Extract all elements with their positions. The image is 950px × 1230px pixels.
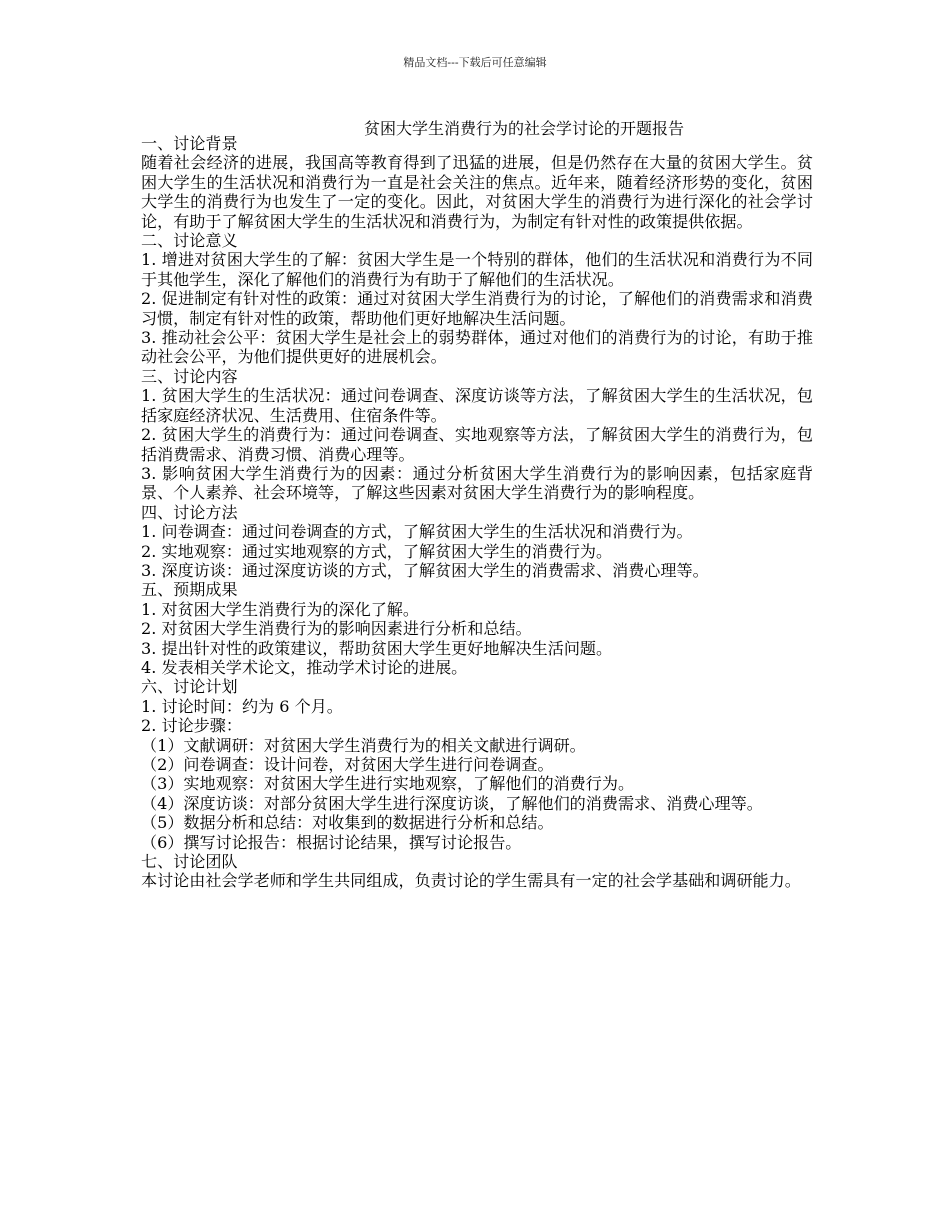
list-item: 3. 推动社会公平：贫困大学生是社会上的弱势群体，通过对他们的消费行为的讨论，有助于推动社会公平，为他们提供更好的进展机会。 <box>141 328 813 367</box>
document-body <box>141 134 813 891</box>
sub-list-item: （4）深度访谈：对部分贫困大学生进行深度访谈，了解他们的消费需求、消费心理等。 <box>141 793 763 813</box>
page-header: 精品文档---下载后可任意编辑 <box>403 56 547 69</box>
sub-list-item: （5）数据分析和总结：对收集到的数据进行分析和总结。 <box>141 813 554 833</box>
section-heading-outcomes: 五、预期成果 <box>141 580 238 600</box>
list-item: 1. 讨论时间：约为 6 个月。 <box>141 696 343 716</box>
section-heading-team: 七、讨论团队 <box>141 852 238 872</box>
section-heading-background: 一、讨论背景 <box>141 134 238 153</box>
list-item: 1. 问卷调查：通过问卷调查的方式，了解贫困大学生的生活状况和消费行为。 <box>141 522 693 542</box>
list-item: 3. 深度访谈：通过深度访谈的方式，了解贫困大学生的消费需求、消费心理等。 <box>141 560 709 580</box>
paragraph-team: 本讨论由社会学老师和学生共同组成，负责讨论的学生需具有一定的社会学基础和调研能力。 <box>141 871 801 891</box>
list-item: 2. 讨论步骤： <box>141 716 242 736</box>
list-item: 1. 增进对贫困大学生的了解：贫困大学生是一个特别的群体，他们的生活状况和消费行为不同于其他学生，深化了解他们的消费行为有助于了解他们的生活状况。 <box>141 250 813 289</box>
section-heading-content: 三、讨论内容 <box>141 366 238 386</box>
list-item: 3. 影响贫困大学生消费行为的因素：通过分析贫困大学生消费行为的影响因素，包括家庭背景、个人素养、社会环境等，了解这些因素对贫困大学生消费行为的影响程度。 <box>141 463 813 503</box>
paragraph-background: 随着社会经济的进展，我国高等教育得到了迅猛的进展，但是仍然存在大量的贫困大学生。贫困大学生的生活状况和消费行为一直是社会关注的焦点。近年来，随着经济形势的变化，贫困大学生的消费行为也发生了一定的变化。因此，对贫困大学生的消费行为进行深化的社会学讨论，有助于了解贫困大学生的生活状况和消费行为，为制定有针对性的政策提供依据。 <box>141 153 813 231</box>
section-heading-methods: 四、讨论方法 <box>141 502 238 522</box>
sub-list-item: （2）问卷调查：设计问卷，对贫困大学生进行问卷调查。 <box>141 755 554 774</box>
section-heading-significance: 二、讨论意义 <box>141 231 238 251</box>
list-item: 1. 贫困大学生的生活状况：通过问卷调查、深度访谈等方法，了解贫困大学生的生活状况，包括家庭经济状况、生活费用、住宿条件等。 <box>141 386 813 425</box>
list-item: 1. 对贫困大学生消费行为的深化了解。 <box>141 599 419 619</box>
list-item: 3. 提出针对性的政策建议，帮助贫困大学生更好地解决生活问题。 <box>141 638 613 658</box>
list-item: 2. 实地观察：通过实地观察的方式，了解贫困大学生的消费行为。 <box>141 541 613 561</box>
document-title: 贫困大学生消费行为的社会学讨论的开题报告 <box>364 119 685 138</box>
sub-list-item: （1）文献调研：对贫困大学生消费行为的相关文献进行调研。 <box>141 735 586 755</box>
list-item: 2. 促进制定有针对性的政策：通过对贫困大学生消费行为的讨论，了解他们的消费需求和消费习惯，制定有针对性的政策，帮助他们更好地解决生活问题。 <box>141 289 813 328</box>
list-item: 2. 对贫困大学生消费行为的影响因素进行分析和总结。 <box>141 619 532 639</box>
section-heading-plan: 六、讨论计划 <box>141 677 238 697</box>
list-item: 4. 发表相关学术论文，推动学术讨论的进展。 <box>141 657 468 677</box>
list-item: 2. 贫困大学生的消费行为：通过问卷调查、实地观察等方法，了解贫困大学生的消费行为，包括消费需求、消费习惯、消费心理等。 <box>141 425 813 464</box>
sub-list-item: （3）实地观察：对贫困大学生进行实地观察，了解他们的消费行为。 <box>141 774 635 794</box>
sub-list-item: （6）撰写讨论报告：根据讨论结果，撰写讨论报告。 <box>141 832 522 852</box>
